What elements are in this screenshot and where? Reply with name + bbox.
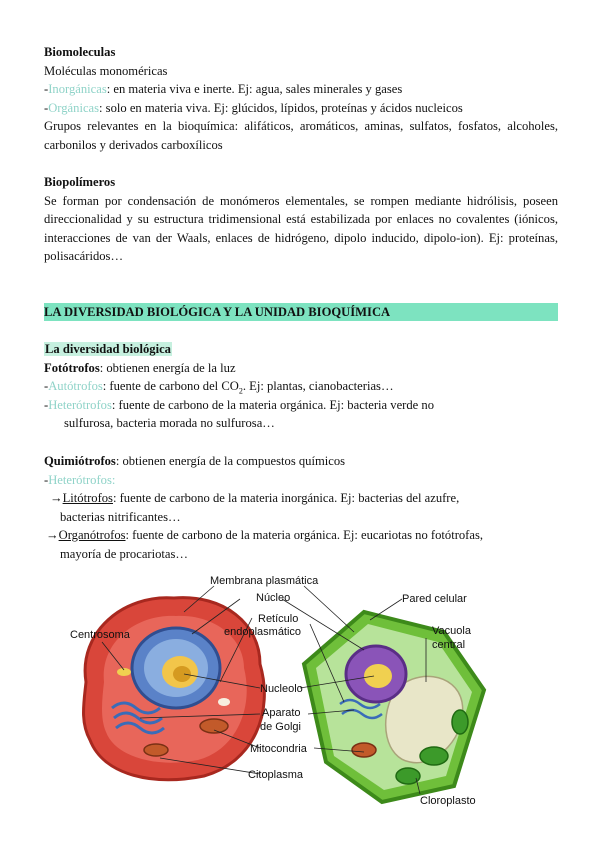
quimiotrofos-label: Quimiótrofos (44, 454, 116, 468)
biopolimeros-section (44, 173, 558, 266)
organotrofos-text: : fuente de carbono de la materia orgánica. Ej: eucariotas no fotótrofas, (125, 528, 484, 542)
organotrofos-line (44, 526, 558, 545)
co2-subscript: 2 (238, 386, 243, 396)
quimio-heterotrofos-line: -Heterótrofos: (44, 472, 116, 487)
arrow-icon: → (46, 528, 59, 542)
heterotrofos-continuation: sulfurosa, bacteria morada no sulfurosa… (64, 416, 275, 430)
label-mitocondria: Mitocondria (250, 743, 307, 755)
label-reticulo-1: Retículo (258, 613, 299, 625)
heterotrofos-line: -Heterótrofos: fuente de carbono de la materia orgánica. Ej: bacteria verde no (44, 397, 435, 412)
quimiotrofos-line (44, 452, 558, 471)
organotrofos-label: Organótrofos (58, 528, 126, 542)
biomoleculas-section (44, 43, 558, 154)
cell-diagram (64, 572, 504, 812)
label-membrana: Membrana plasmática (210, 575, 319, 587)
label-aparato-1: Aparato (262, 707, 301, 719)
label-cloroplasto: Cloroplasto (420, 795, 476, 807)
animal-cell-illustration (84, 598, 265, 780)
autotrofos-example: . Ej: plantas, cianobacterias… (242, 379, 394, 393)
label-reticulo-2: endoplasmático (224, 626, 302, 638)
organicas-label: Orgánicas (48, 100, 100, 115)
organotrofos-continuation: mayoría de procariotas… (60, 546, 188, 561)
heterotrofos-text: : fuente de carbono de la materia orgánica. Ej: bacteria verde no (111, 397, 435, 412)
litotrofos-line (44, 489, 558, 508)
diversidad-section (44, 340, 558, 433)
grupos-paragraph: Grupos relevantes en la bioquímica: alifáticos, aromáticos, aminas, sulfatos, fosfatos, alcoholes, carbonilos y derivados carboxílicos (44, 119, 558, 152)
inorganicas-label: Inorgánicas (48, 82, 107, 96)
inorganicas-text: : en materia viva e inerte. Ej: agua, sales minerales y gases (106, 82, 403, 96)
organicas-line: -Orgánicas: solo en materia viva. Ej: glúcidos, lípidos, proteínas y ácidos nucleicos (44, 100, 463, 115)
label-nucleo: Núcleo (256, 592, 291, 604)
label-citoplasma: Citoplasma (248, 769, 304, 781)
litotrofos-label: Litótrofos (62, 491, 113, 505)
section-heading: LA DIVERSIDAD BIOLÓGICA Y LA UNIDAD BIOQUÍMICA (44, 303, 558, 321)
fototrofos-text: : obtienen energía de la luz (99, 360, 236, 375)
biomoleculas-title: Biomoleculas (44, 45, 116, 59)
biomoleculas-subtitle: Moléculas monoméricas (44, 63, 168, 78)
fototrofos-line (44, 359, 558, 378)
label-centrosoma: Centrosoma (70, 629, 130, 641)
quimiotrofos-section (44, 452, 558, 563)
autotrofos-text: : fuente de carbono del CO (102, 379, 239, 393)
label-aparato-2: de Golgi (260, 721, 301, 733)
biopolimeros-paragraph: Se forman por condensación de monómeros elementales, se rompen mediante hidrólisis, poseen direccionalidad y su estructura tridimensional está estabilizada por enlaces no covalentes (iónicos, interacciones de van der Waals, enlaces de hidrógeno, dipolo inducido, dipolo-ion). Ej: proteínas, polisacáridos… (44, 193, 558, 263)
litotrofos-text: : fuente de carbono de la materia inorgánica. Ej: bacterias del azufre, (112, 491, 460, 505)
quimiotrofos-text: : obtienen energía de la compuestos químicos (115, 454, 346, 468)
autotrofos-label: Autótrofos (48, 379, 103, 393)
label-nucleolo: Nucleolo (260, 683, 303, 695)
inorganicas-line: -Inorgánicas: en materia viva e inerte. Ej: agua, sales minerales y gases (44, 82, 403, 96)
diversidad-subheading: La diversidad biológica (45, 342, 171, 356)
biopolimeros-title: Biopolímeros (44, 175, 116, 189)
autotrofos-line: -Autótrofos: fuente de carbono del $CO_2$. Ej: plantas, cianobacterias… (44, 379, 394, 396)
quimio-heterotrofos-label: Heterótrofos (48, 472, 112, 487)
arrow-icon: → (50, 491, 63, 505)
heterotrofos-label: Heterótrofos (48, 397, 112, 412)
label-vacuola-1: Vacuola (432, 625, 471, 637)
fototrofos-label: Fotótrofos (44, 360, 100, 375)
organicas-text: : solo en materia viva. Ej: glúcidos, lípidos, proteínas y ácidos nucleicos (99, 100, 463, 115)
label-pared: Pared celular (402, 593, 467, 605)
label-vacuola-2: central (432, 639, 466, 651)
litotrofos-continuation: bacterias nitrificantes… (60, 509, 181, 524)
